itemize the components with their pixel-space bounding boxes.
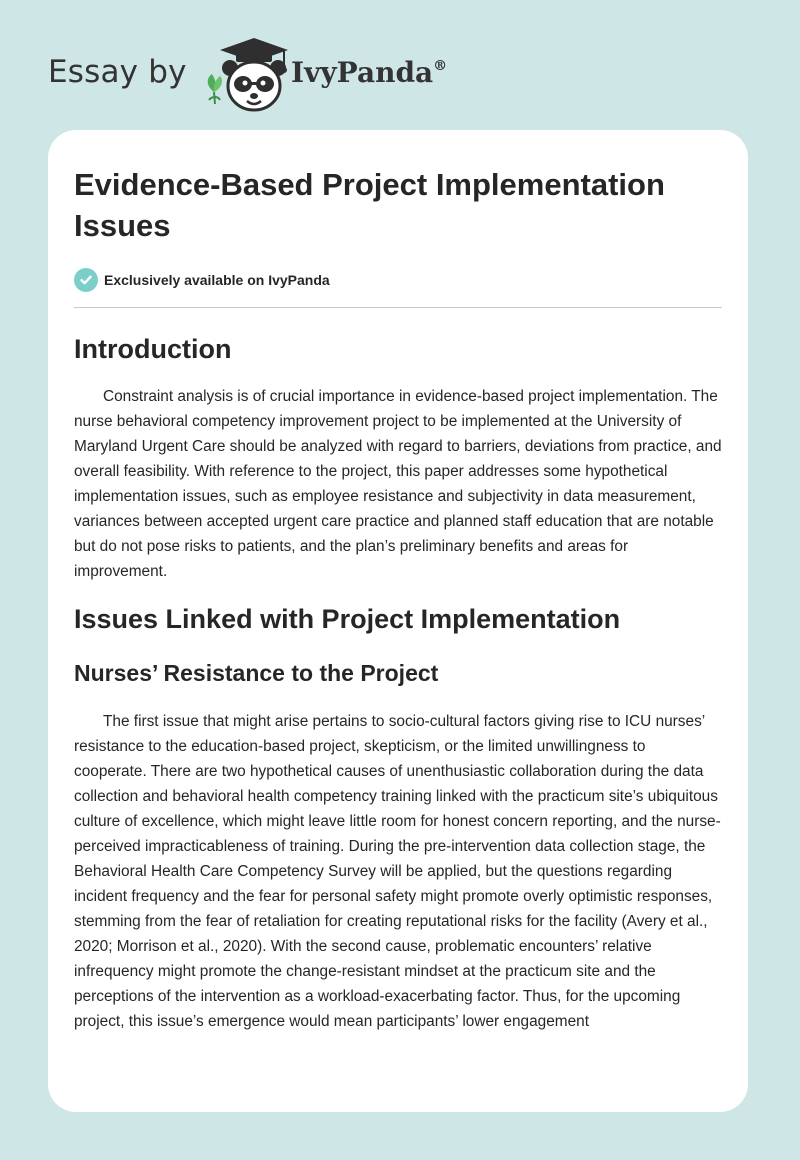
section-heading-issues: Issues Linked with Project Implementation	[74, 604, 621, 634]
brand-prefix: Essay by	[48, 54, 187, 90]
paragraph-nurses-resistance: The first issue that might arise pertains to socio-cultural factors giving rise to ICU nurses’ resistance to the education-based project, skepticism, or the limited unwillingness to cooperate. There are two hypothetical causes of unenthusiastic collaboration during the data collection and behavioral health competency training linked with the practicum site’s ubiquitous culture of excellence, which might leave little room for honest concern reporting, and the nurse-perceived impracticableness of training. During the pre-intervention data collection stage, the Behavioral Health Care Competency Survey will be applied, but the questions regarding incident frequency and the fear for personal safety might promote overly optimistic responses, stemming from the fear of retaliation for creating reputational risks for the facility (Avery et al., 2020; Morrison et al., 2020). With the second cause, problematic encounters’ relative infrequency might promote the change-resistant mindset at the practicum site and the perceptions of the intervention as a workload-exacerbating factor. Thus, for the upcoming project, this issue’s emergence would mean participants’ lower engagement	[74, 713, 721, 1030]
check-circle-icon	[74, 268, 98, 292]
exclusive-label: Exclusively available on IvyPanda	[104, 272, 330, 288]
brand-name[interactable]: IvyPanda®	[291, 56, 448, 89]
panda-graduate-logo-icon[interactable]	[200, 34, 290, 114]
subheading-nurses-resistance: Nurses’ Resistance to the Project	[74, 660, 439, 686]
article-card	[48, 130, 748, 1112]
section-heading-introduction: Introduction	[74, 334, 232, 364]
article-title: Evidence-Based Project Implementation Issues	[74, 167, 665, 243]
paragraph-introduction: Constraint analysis is of crucial importance in evidence-based project implementation. The nurse behavioral competency improvement project to be implemented at the University of Maryland Urgent Care should be analyzed with regard to barriers, deviations from practice, and overall feasibility. With reference to the project, this paper addresses some hypothetical implementation issues, such as employee resistance and subjectivity in data measurement, variances between accepted urgent care practice and planned staff education that are notable but do not pose risks to patients, and the plan’s preliminary benefits and areas for improvement.	[74, 388, 722, 580]
exclusive-badge	[74, 266, 722, 294]
divider	[74, 307, 722, 308]
site-header	[48, 34, 648, 114]
